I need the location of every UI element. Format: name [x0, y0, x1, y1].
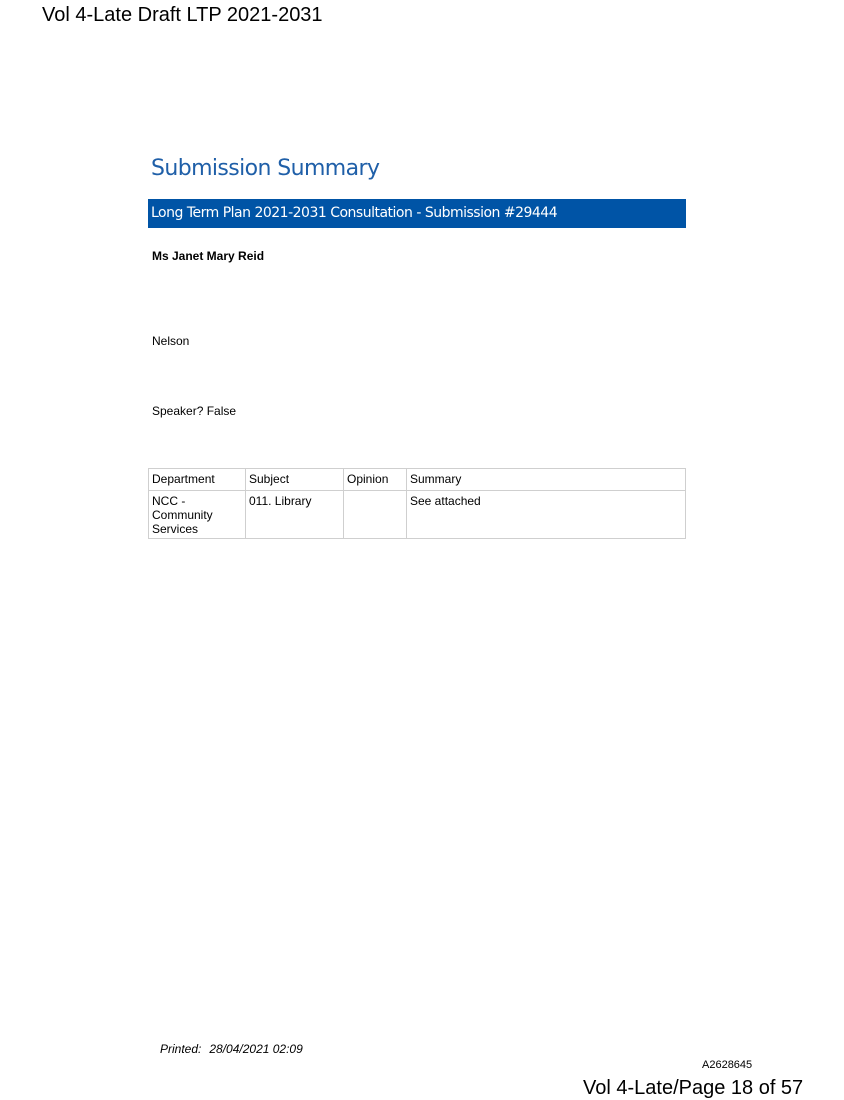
submitter-name: Ms Janet Mary Reid: [152, 249, 265, 263]
volume-title: Vol 4-Late Draft LTP 2021-2031: [42, 4, 323, 26]
column-header-subject: Subject: [246, 469, 344, 491]
printed-label: Printed:: [160, 1042, 202, 1056]
column-header-department: Department: [149, 469, 246, 491]
cell-department: NCC - Community Services: [149, 491, 246, 539]
speaker-status: Speaker? False: [152, 404, 237, 418]
document-reference: A2628645: [702, 1059, 753, 1071]
column-header-summary: Summary: [407, 469, 686, 491]
page-number: Vol 4-Late/Page 18 of 57: [583, 1077, 804, 1099]
submitter-city: Nelson: [152, 334, 190, 348]
submission-table: [148, 468, 686, 539]
table-row: [149, 491, 686, 539]
table-header-row: [149, 469, 686, 491]
submission-banner-text: Long Term Plan 2021-2031 Consultation - Submission #29444: [151, 205, 558, 221]
submission-banner: [148, 199, 686, 228]
cell-subject: 011. Library: [246, 491, 344, 539]
column-header-opinion: Opinion: [344, 469, 407, 491]
cell-opinion: [344, 491, 407, 539]
printed-date: 28/04/2021 02:09: [209, 1042, 303, 1056]
cell-summary: See attached: [407, 491, 686, 539]
printed-timestamp: [160, 1042, 303, 1057]
page-title: Submission Summary: [151, 156, 380, 181]
